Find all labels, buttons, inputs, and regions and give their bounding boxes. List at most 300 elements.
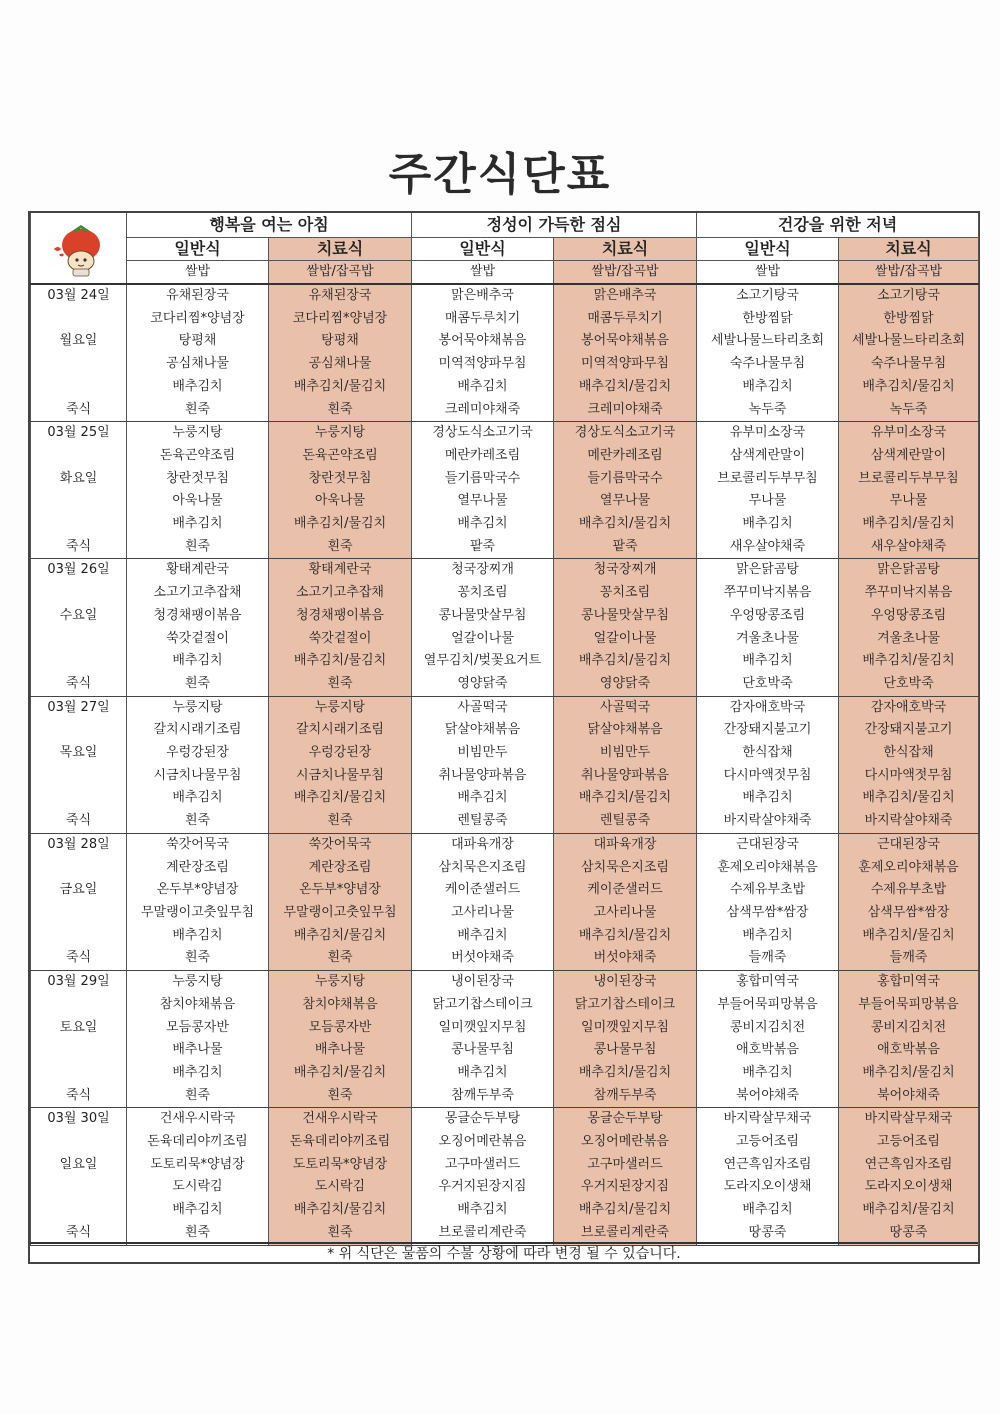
type-header-general: 일반식 <box>127 238 269 261</box>
menu-item: 배추김치/물김치 <box>269 1199 412 1222</box>
menu-item: 배추김치/물김치 <box>269 787 412 810</box>
type-header-general: 일반식 <box>697 238 839 261</box>
menu-item: 창란젓무침 <box>269 468 412 491</box>
menu-item: 배추김치/물김치 <box>554 787 697 810</box>
menu-item: 홍합미역국 <box>839 971 979 994</box>
day-label-empty <box>31 719 127 742</box>
table-row <box>31 902 979 925</box>
table-row <box>31 833 979 856</box>
rice-cell: 쌀밥 <box>697 261 839 285</box>
day-label-empty <box>31 1131 127 1154</box>
menu-item: 누룽지탕 <box>127 422 269 445</box>
type-header-therapy: 치료식 <box>839 238 979 261</box>
meal-header-dinner: 건강을 위한 저녁 <box>697 213 979 238</box>
menu-item: 들깨죽 <box>839 947 979 970</box>
rice-cell: 쌀밥/잡곡밥 <box>269 261 412 285</box>
menu-item: 애호박볶음 <box>839 1039 979 1062</box>
menu-item: 배추김치/물김치 <box>269 925 412 948</box>
day-weekday: 화요일 <box>31 468 127 491</box>
menu-item: 녹두죽 <box>697 399 839 422</box>
day-label-empty <box>31 1176 127 1199</box>
menu-table <box>30 213 979 1246</box>
menu-item: 영양닭죽 <box>554 673 697 696</box>
menu-item: 배추김치/물김치 <box>839 1199 979 1222</box>
menu-item: 배추김치 <box>697 1199 839 1222</box>
menu-item: 돈육곤약조림 <box>127 445 269 468</box>
menu-item: 배추김치 <box>697 513 839 536</box>
porridge-label: 죽식 <box>31 399 127 422</box>
menu-item: 참깨두부죽 <box>412 1085 554 1108</box>
menu-item: 흰죽 <box>127 673 269 696</box>
table-row <box>31 1108 979 1131</box>
day-date: 03월 28일 <box>31 833 127 856</box>
table-row <box>31 857 979 880</box>
menu-item: 영양닭죽 <box>412 673 554 696</box>
table-row <box>31 971 979 994</box>
menu-item: 배추김치 <box>127 787 269 810</box>
menu-item: 소고기탕국 <box>697 284 839 308</box>
menu-item: 삼색계란말이 <box>697 445 839 468</box>
menu-item: 쑥갓겉절이 <box>269 628 412 651</box>
menu-item: 부들어묵피망볶음 <box>839 994 979 1017</box>
menu-item: 크레미야채죽 <box>412 399 554 422</box>
menu-item: 고구마샐러드 <box>412 1154 554 1177</box>
menu-item: 고구마샐러드 <box>554 1154 697 1177</box>
menu-item: 수제유부초밥 <box>839 879 979 902</box>
menu-item: 오징어메란볶음 <box>554 1131 697 1154</box>
menu-item: 배추김치/물김치 <box>269 513 412 536</box>
rice-cell: 쌀밥/잡곡밥 <box>839 261 979 285</box>
table-row <box>31 308 979 331</box>
table-row <box>31 696 979 719</box>
menu-item: 감자애호박국 <box>839 696 979 719</box>
menu-item: 모듬콩자반 <box>269 1017 412 1040</box>
day-date: 03월 26일 <box>31 559 127 582</box>
table-row <box>31 1131 979 1154</box>
day-label-empty <box>31 308 127 331</box>
menu-item: 배추김치/물김치 <box>554 513 697 536</box>
menu-item: 무나물 <box>839 490 979 513</box>
menu-item: 배추나물 <box>127 1039 269 1062</box>
porridge-label: 죽식 <box>31 947 127 970</box>
menu-item: 메란카레조림 <box>554 445 697 468</box>
menu-item: 무말랭이고춧잎무침 <box>127 902 269 925</box>
table-row <box>31 628 979 651</box>
menu-item: 근대된장국 <box>697 833 839 856</box>
menu-item: 배추김치/물김치 <box>269 1062 412 1085</box>
menu-item: 흰죽 <box>127 947 269 970</box>
day-date: 03월 25일 <box>31 422 127 445</box>
porridge-label: 죽식 <box>31 1085 127 1108</box>
menu-item: 얼갈이나물 <box>412 628 554 651</box>
menu-item: 애호박볶음 <box>697 1039 839 1062</box>
menu-item: 온두부*양념장 <box>127 879 269 902</box>
table-row <box>31 330 979 353</box>
menu-item: 렌틸콩죽 <box>554 810 697 833</box>
menu-item: 얼갈이나물 <box>554 628 697 651</box>
menu-item: 배추김치 <box>127 1062 269 1085</box>
menu-item: 갈치시래기조림 <box>269 719 412 742</box>
footer-note: * 위 식단은 물품의 수불 상황에 따라 변경 될 수 있습니다. <box>30 1242 978 1264</box>
day-label-empty <box>31 787 127 810</box>
menu-frame <box>28 211 980 1264</box>
menu-item: 배추김치/물김치 <box>554 376 697 399</box>
menu-item: 배추김치/물김치 <box>839 376 979 399</box>
menu-item: 온두부*양념장 <box>269 879 412 902</box>
menu-item: 사골떡국 <box>554 696 697 719</box>
menu-item: 렌틸콩죽 <box>412 810 554 833</box>
table-row <box>31 284 979 308</box>
table-row <box>31 490 979 513</box>
menu-item: 쑥갓어묵국 <box>269 833 412 856</box>
menu-item: 세발나물느타리초회 <box>839 330 979 353</box>
menu-item: 돈육데리야끼조림 <box>127 1131 269 1154</box>
menu-item: 단호박죽 <box>697 673 839 696</box>
table-row <box>31 468 979 491</box>
menu-item: 흰죽 <box>127 536 269 559</box>
menu-item: 배추김치 <box>697 1062 839 1085</box>
menu-item: 열무나물 <box>554 490 697 513</box>
table-row <box>31 742 979 765</box>
menu-item: 크레미야채죽 <box>554 399 697 422</box>
day-label-empty <box>31 925 127 948</box>
menu-item: 시금치나물무침 <box>127 765 269 788</box>
meal-header-lunch: 정성이 가득한 점심 <box>412 213 697 238</box>
menu-item: 흰죽 <box>269 1085 412 1108</box>
menu-item: 도시락김 <box>127 1176 269 1199</box>
menu-item: 닭살야채볶음 <box>412 719 554 742</box>
table-row <box>31 1154 979 1177</box>
menu-item: 미역적양파무침 <box>554 353 697 376</box>
menu-item: 무나물 <box>697 490 839 513</box>
menu-item: 대파육개장 <box>412 833 554 856</box>
table-row <box>31 1062 979 1085</box>
table-row <box>31 879 979 902</box>
menu-item: 꽁치조림 <box>412 582 554 605</box>
menu-item: 오징어메란볶음 <box>412 1131 554 1154</box>
table-row <box>31 765 979 788</box>
table-row <box>31 1199 979 1222</box>
menu-item: 배추김치/물김치 <box>839 650 979 673</box>
menu-item: 일미깻잎지무침 <box>554 1017 697 1040</box>
tomato-mascot-icon <box>48 219 110 279</box>
menu-item: 닭고기찹스테이크 <box>554 994 697 1017</box>
menu-item: 배추나물 <box>269 1039 412 1062</box>
table-row <box>31 947 979 970</box>
menu-item: 비빔만두 <box>554 742 697 765</box>
table-row <box>31 559 979 582</box>
menu-item: 배추김치/물김치 <box>269 376 412 399</box>
menu-item: 우거지된장지짐 <box>412 1176 554 1199</box>
menu-item: 탕평채 <box>127 330 269 353</box>
menu-item: 콩나물맛살무침 <box>412 605 554 628</box>
menu-item: 다시마액젓무침 <box>839 765 979 788</box>
menu-item: 대파육개장 <box>554 833 697 856</box>
table-row <box>31 1017 979 1040</box>
day-label-empty <box>31 628 127 651</box>
menu-item: 땅콩죽 <box>697 1222 839 1245</box>
menu-item: 일미깻잎지무침 <box>412 1017 554 1040</box>
menu-item: 숙주나물무침 <box>697 353 839 376</box>
day-date: 03월 30일 <box>31 1108 127 1131</box>
day-weekday: 일요일 <box>31 1154 127 1177</box>
menu-item: 삼치묵은지조림 <box>554 857 697 880</box>
menu-item: 도라지오이생채 <box>839 1176 979 1199</box>
table-row <box>31 673 979 696</box>
menu-item: 열무나물 <box>412 490 554 513</box>
menu-item: 배추김치 <box>412 925 554 948</box>
menu-item: 콩비지김치전 <box>839 1017 979 1040</box>
menu-item: 시금치나물무침 <box>269 765 412 788</box>
menu-item: 경상도식소고기국 <box>554 422 697 445</box>
day-label-empty <box>31 857 127 880</box>
menu-item: 배추김치/물김치 <box>554 650 697 673</box>
menu-item: 새우살야채죽 <box>839 536 979 559</box>
menu-item: 취나물양파볶음 <box>412 765 554 788</box>
menu-item: 몽글순두부탕 <box>554 1108 697 1131</box>
day-label-empty <box>31 1199 127 1222</box>
menu-item: 바지락살무채국 <box>697 1108 839 1131</box>
day-weekday: 토요일 <box>31 1017 127 1040</box>
menu-item: 버섯야채죽 <box>554 947 697 970</box>
menu-item: 삼색계란말이 <box>839 445 979 468</box>
menu-item: 배추김치/물김치 <box>554 925 697 948</box>
menu-item: 누룽지탕 <box>127 971 269 994</box>
menu-item: 건새우시락국 <box>127 1108 269 1131</box>
day-label-empty <box>31 445 127 468</box>
menu-item: 연근흑임자조림 <box>697 1154 839 1177</box>
menu-item: 배추김치 <box>412 787 554 810</box>
menu-item: 배추김치 <box>412 513 554 536</box>
menu-item: 돈육곤약조림 <box>269 445 412 468</box>
menu-item: 배추김치/물김치 <box>269 650 412 673</box>
menu-item: 흰죽 <box>269 947 412 970</box>
menu-item: 맑은닭곰탕 <box>839 559 979 582</box>
menu-item: 우엉땅콩조림 <box>697 605 839 628</box>
menu-item: 누룽지탕 <box>269 971 412 994</box>
menu-item: 바지락살야채죽 <box>839 810 979 833</box>
menu-item: 배추김치 <box>412 376 554 399</box>
menu-item: 바지락살무채국 <box>839 1108 979 1131</box>
day-label-empty <box>31 1062 127 1085</box>
menu-item: 유채된장국 <box>127 284 269 308</box>
type-header-therapy: 치료식 <box>269 238 412 261</box>
menu-item: 들기름막국수 <box>412 468 554 491</box>
menu-item: 배추김치 <box>412 1062 554 1085</box>
menu-item: 코다리찜*양념장 <box>127 308 269 331</box>
menu-item: 유부미소장국 <box>839 422 979 445</box>
menu-item: 팥죽 <box>412 536 554 559</box>
menu-item: 쭈꾸미낙지볶음 <box>839 582 979 605</box>
menu-item: 쑥갓겉절이 <box>127 628 269 651</box>
day-label-empty <box>31 1039 127 1062</box>
menu-item: 배추김치/물김치 <box>839 513 979 536</box>
menu-item: 수제유부초밥 <box>697 879 839 902</box>
menu-item: 쑥갓어묵국 <box>127 833 269 856</box>
menu-item: 비빔만두 <box>412 742 554 765</box>
menu-item: 한방찜닭 <box>697 308 839 331</box>
menu-item: 배추김치 <box>127 513 269 536</box>
menu-item: 봉어묵야채볶음 <box>554 330 697 353</box>
menu-item: 브로콜리두부무침 <box>697 468 839 491</box>
menu-item: 창란젓무침 <box>127 468 269 491</box>
menu-item: 브로콜리두부무침 <box>839 468 979 491</box>
porridge-label: 죽식 <box>31 536 127 559</box>
menu-item: 배추김치 <box>127 925 269 948</box>
day-label-empty <box>31 513 127 536</box>
day-label-empty <box>31 582 127 605</box>
menu-item: 땅콩죽 <box>839 1222 979 1245</box>
menu-item: 배추김치/물김치 <box>839 925 979 948</box>
table-row <box>31 376 979 399</box>
menu-item: 삼색무쌈*쌈장 <box>697 902 839 925</box>
porridge-label: 죽식 <box>31 810 127 833</box>
table-row <box>31 399 979 422</box>
menu-item: 메란카레조림 <box>412 445 554 468</box>
menu-item: 소고기고추잡채 <box>269 582 412 605</box>
day-label-empty <box>31 765 127 788</box>
menu-item: 경상도식소고기국 <box>412 422 554 445</box>
table-row <box>31 422 979 445</box>
menu-item: 겨울초나물 <box>839 628 979 651</box>
menu-item: 삼색무쌈*쌈장 <box>839 902 979 925</box>
menu-item: 배추김치 <box>127 1199 269 1222</box>
type-header-general: 일반식 <box>412 238 554 261</box>
menu-item: 흰죽 <box>269 536 412 559</box>
menu-item: 훈제오리야채볶음 <box>697 857 839 880</box>
menu-item: 참깨두부죽 <box>554 1085 697 1108</box>
porridge-label: 죽식 <box>31 1222 127 1245</box>
menu-item: 참치야채볶음 <box>127 994 269 1017</box>
menu-item: 도라지오이생채 <box>697 1176 839 1199</box>
menu-item: 우렁강된장 <box>269 742 412 765</box>
menu-item: 봉어묵야채볶음 <box>412 330 554 353</box>
menu-item: 배추김치 <box>697 376 839 399</box>
menu-item: 고등어조림 <box>697 1131 839 1154</box>
page-title: 주간식단표 <box>388 149 612 200</box>
menu-item: 쭈꾸미낙지볶음 <box>697 582 839 605</box>
menu-item: 숙주나물무침 <box>839 353 979 376</box>
menu-item: 흰죽 <box>127 1222 269 1245</box>
menu-item: 청경채팽이볶음 <box>269 605 412 628</box>
table-row <box>31 1176 979 1199</box>
menu-item: 북어야채죽 <box>697 1085 839 1108</box>
day-date: 03월 29일 <box>31 971 127 994</box>
day-weekday: 수요일 <box>31 605 127 628</box>
menu-item: 도토리묵*양념장 <box>269 1154 412 1177</box>
menu-item: 고등어조림 <box>839 1131 979 1154</box>
rice-cell: 쌀밥 <box>127 261 269 285</box>
day-label-empty <box>31 376 127 399</box>
menu-item: 도시락김 <box>269 1176 412 1199</box>
menu-item: 세발나물느타리초회 <box>697 330 839 353</box>
menu-item: 소고기고추잡채 <box>127 582 269 605</box>
table-row <box>31 810 979 833</box>
menu-item: 누룽지탕 <box>127 696 269 719</box>
day-weekday: 목요일 <box>31 742 127 765</box>
menu-item: 꽁치조림 <box>554 582 697 605</box>
menu-item: 새우살야채죽 <box>697 536 839 559</box>
menu-item: 북어야채죽 <box>839 1085 979 1108</box>
menu-item: 아욱나물 <box>269 490 412 513</box>
menu-item: 훈제오리야채볶음 <box>839 857 979 880</box>
menu-item: 맑은배추국 <box>554 284 697 308</box>
menu-item: 도토리묵*양념장 <box>127 1154 269 1177</box>
menu-item: 연근흑임자조림 <box>839 1154 979 1177</box>
menu-item: 고사리나물 <box>554 902 697 925</box>
menu-item: 녹두죽 <box>839 399 979 422</box>
menu-item: 흰죽 <box>269 810 412 833</box>
day-date: 03월 24일 <box>31 284 127 308</box>
table-row <box>31 719 979 742</box>
day-date: 03월 27일 <box>31 696 127 719</box>
menu-item: 흰죽 <box>269 399 412 422</box>
menu-item: 들깨죽 <box>697 947 839 970</box>
menu-item: 청국장찌개 <box>554 559 697 582</box>
menu-item: 공심채나물 <box>269 353 412 376</box>
menu-item: 콩비지김치전 <box>697 1017 839 1040</box>
menu-item: 몽글순두부탕 <box>412 1108 554 1131</box>
day-weekday: 금요일 <box>31 879 127 902</box>
menu-item: 닭살야채볶음 <box>554 719 697 742</box>
rice-cell: 쌀밥/잡곡밥 <box>554 261 697 285</box>
table-row <box>31 1085 979 1108</box>
menu-item: 모듬콩자반 <box>127 1017 269 1040</box>
table-row <box>31 925 979 948</box>
menu-item: 청경채팽이볶음 <box>127 605 269 628</box>
menu-item: 흰죽 <box>127 810 269 833</box>
menu-item: 냉이된장국 <box>554 971 697 994</box>
table-row <box>31 787 979 810</box>
menu-item: 배추김치 <box>697 650 839 673</box>
menu-item: 들기름막국수 <box>554 468 697 491</box>
menu-item: 겨울초나물 <box>697 628 839 651</box>
menu-item: 닭고기찹스테이크 <box>412 994 554 1017</box>
menu-item: 브로콜리계란죽 <box>554 1222 697 1245</box>
menu-item: 콩나물맛살무침 <box>554 605 697 628</box>
menu-item: 버섯야채죽 <box>412 947 554 970</box>
menu-item: 감자애호박국 <box>697 696 839 719</box>
porridge-label: 죽식 <box>31 673 127 696</box>
table-row <box>31 445 979 468</box>
menu-item: 흰죽 <box>269 673 412 696</box>
menu-item: 한식잡채 <box>839 742 979 765</box>
menu-item: 배추김치/물김치 <box>554 1199 697 1222</box>
menu-item: 계란장조림 <box>127 857 269 880</box>
menu-item: 건새우시락국 <box>269 1108 412 1131</box>
menu-item: 바지락살야채죽 <box>697 810 839 833</box>
menu-item: 참치야채볶음 <box>269 994 412 1017</box>
menu-item: 유채된장국 <box>269 284 412 308</box>
menu-item: 매콤두루치기 <box>554 308 697 331</box>
menu-item: 다시마액젓무침 <box>697 765 839 788</box>
menu-item: 콩나물무침 <box>412 1039 554 1062</box>
menu-item: 배추김치/물김치 <box>839 787 979 810</box>
menu-item: 유부미소장국 <box>697 422 839 445</box>
day-label-empty <box>31 353 127 376</box>
menu-item: 냉이된장국 <box>412 971 554 994</box>
menu-item: 매콤두루치기 <box>412 308 554 331</box>
table-row <box>31 536 979 559</box>
menu-item: 우거지된장지짐 <box>554 1176 697 1199</box>
menu-item: 배추김치/물김치 <box>839 1062 979 1085</box>
table-row <box>31 605 979 628</box>
menu-item: 돈육데리야끼조림 <box>269 1131 412 1154</box>
menu-item: 황태계란국 <box>127 559 269 582</box>
menu-item: 배추김치/물김치 <box>554 1062 697 1085</box>
menu-item: 팥죽 <box>554 536 697 559</box>
menu-item: 근대된장국 <box>839 833 979 856</box>
